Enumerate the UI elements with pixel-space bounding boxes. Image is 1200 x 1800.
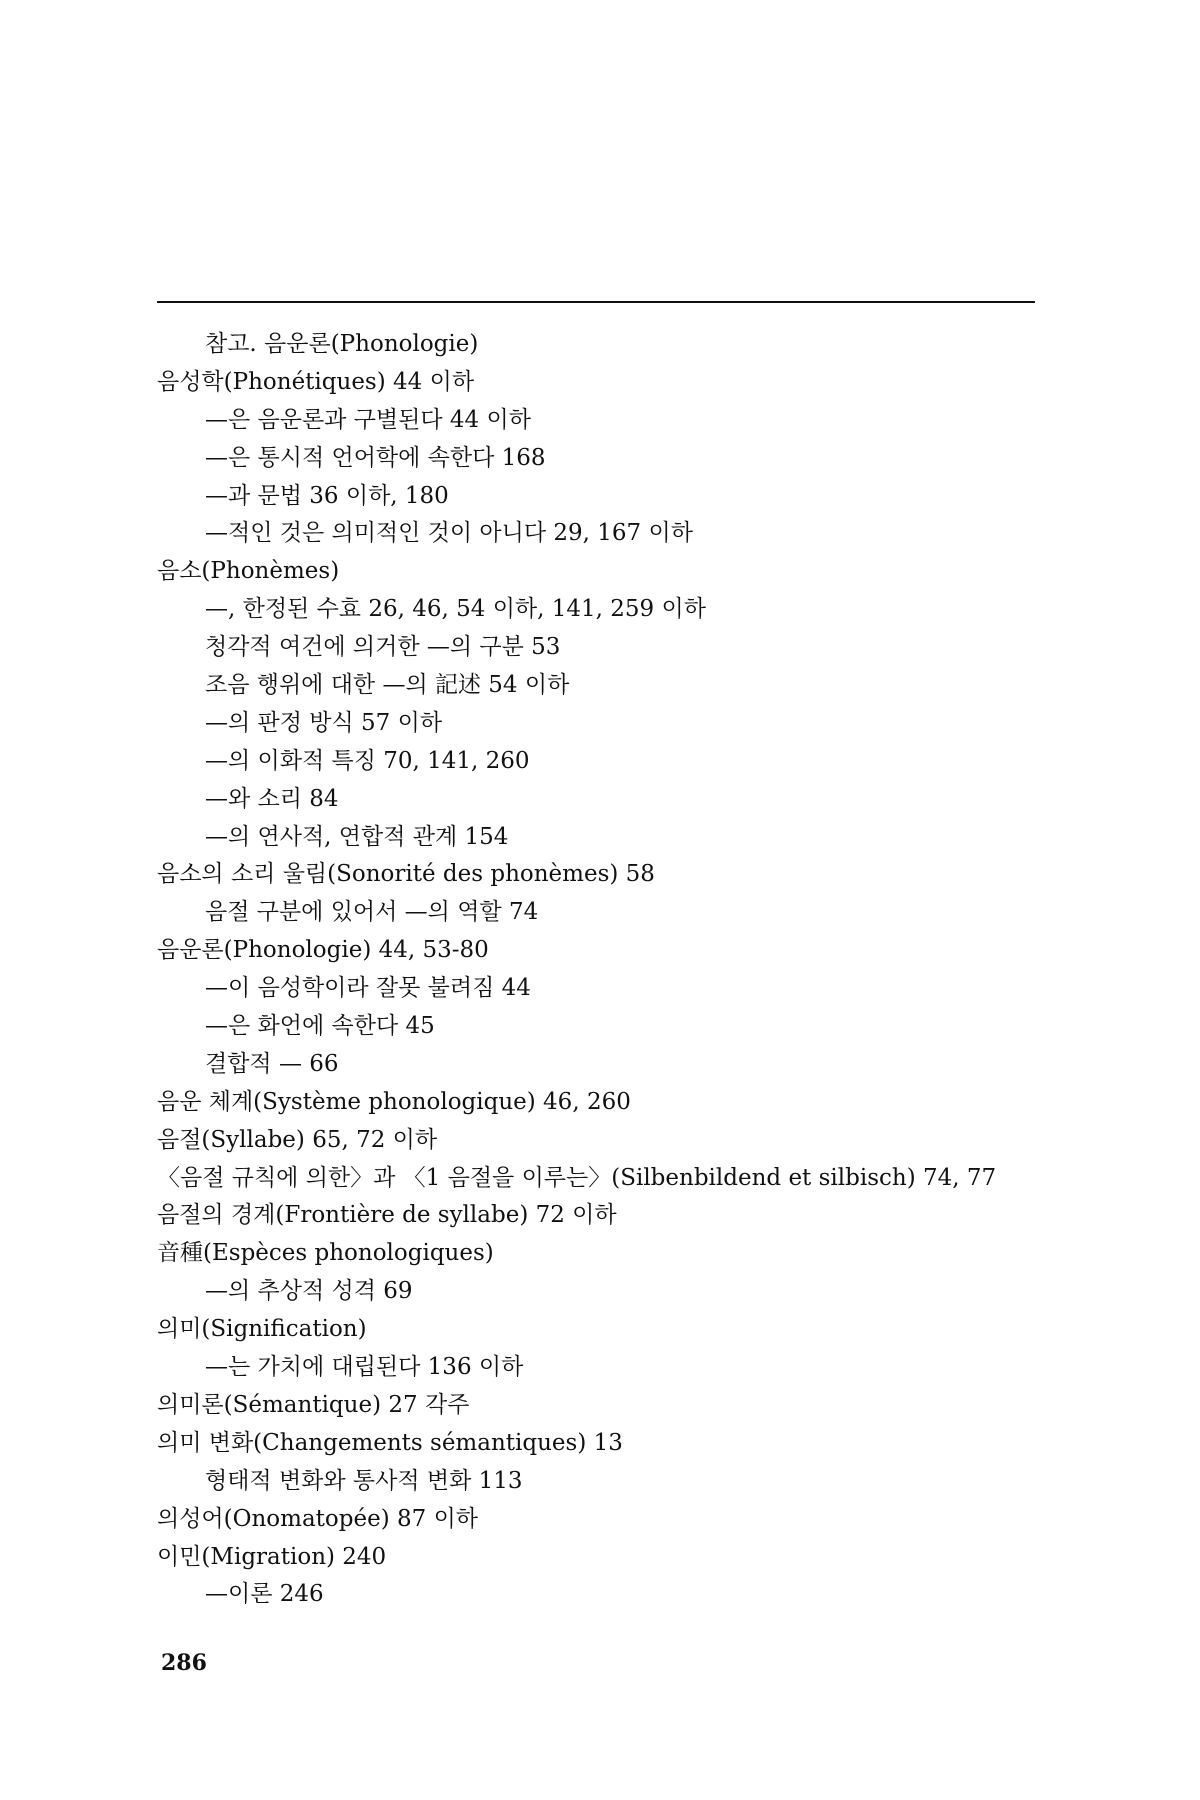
index-subentry: —은 화언에 속한다 45 <box>205 1013 435 1040</box>
index-entry: 〈음절 규칙에 의한〉과 〈1 음절을 이루는〉(Silbenbildend et silbisch) 74, 77 <box>157 1164 997 1191</box>
index-subentry: —은 음운론과 구별된다 44 이하 <box>205 406 531 433</box>
index-entry: 의미론(Sémantique) 27 각주 <box>157 1391 470 1418</box>
index-subentry: 결합적 — 66 <box>205 1050 339 1077</box>
index-subentry: —와 소리 84 <box>205 785 339 812</box>
index-subentry: 청각적 여건에 의거한 —의 구분 53 <box>205 634 561 661</box>
index-subentry: —적인 것은 의미적인 것이 아니다 29, 167 이하 <box>205 520 693 547</box>
index-entry: 의미 변화(Changements sémantiques) 13 <box>157 1429 623 1456</box>
index-entry: 音種(Espèces phonologiques) <box>157 1240 494 1267</box>
index-subentry: 형태적 변화와 통사적 변화 113 <box>205 1467 523 1494</box>
index-entry: 음절의 경계(Frontière de syllabe) 72 이하 <box>157 1202 617 1229</box>
index-subentry: —의 연사적, 연합적 관계 154 <box>205 823 509 850</box>
index-subentry: 참고. 음운론(Phonologie) <box>205 331 479 357</box>
index-entry: 의성어(Onomatopée) 87 이하 <box>157 1505 478 1532</box>
index-entry: 음소(Phonèmes) <box>157 558 340 585</box>
index-subentry: —의 추상적 성격 69 <box>205 1278 413 1305</box>
index-entry: 음절(Syllabe) 65, 72 이하 <box>157 1126 438 1153</box>
index-subentry: 음절 구분에 있어서 —의 역할 74 <box>205 899 539 926</box>
index-subentry: —과 문법 36 이하, 180 <box>205 482 449 509</box>
index-entry: 음운론(Phonologie) 44, 53-80 <box>157 937 489 964</box>
index-subentry: —의 판정 방식 57 이하 <box>205 709 443 736</box>
page-number: 286 <box>161 1650 207 1676</box>
header-rule <box>157 301 1035 303</box>
index-subentry: —이 음성학이라 잘못 불려짐 44 <box>205 975 531 1002</box>
index-entries <box>157 326 1057 1614</box>
index-entry: 의미(Signification) <box>157 1316 367 1343</box>
index-subentry: —은 통시적 언어학에 속한다 168 <box>205 444 546 471</box>
index-entry: 음운 체계(Système phonologique) 46, 260 <box>157 1088 631 1115</box>
index-subentry: 조음 행위에 대한 —의 記述 54 이하 <box>205 672 570 699</box>
index-entry: 음소의 소리 울림(Sonorité des phonèmes) 58 <box>157 861 655 888</box>
index-entry: 이민(Migration) 240 <box>157 1543 387 1570</box>
index-subentry: —의 이화적 특징 70, 141, 260 <box>205 747 530 774</box>
index-subentry: —는 가치에 대립된다 136 이하 <box>205 1354 524 1381</box>
index-subentry: —이론 246 <box>205 1581 324 1608</box>
index-entry: 음성학(Phonétiques) 44 이하 <box>157 368 475 395</box>
index-subentry: —, 한정된 수효 26, 46, 54 이하, 141, 259 이하 <box>205 596 706 623</box>
